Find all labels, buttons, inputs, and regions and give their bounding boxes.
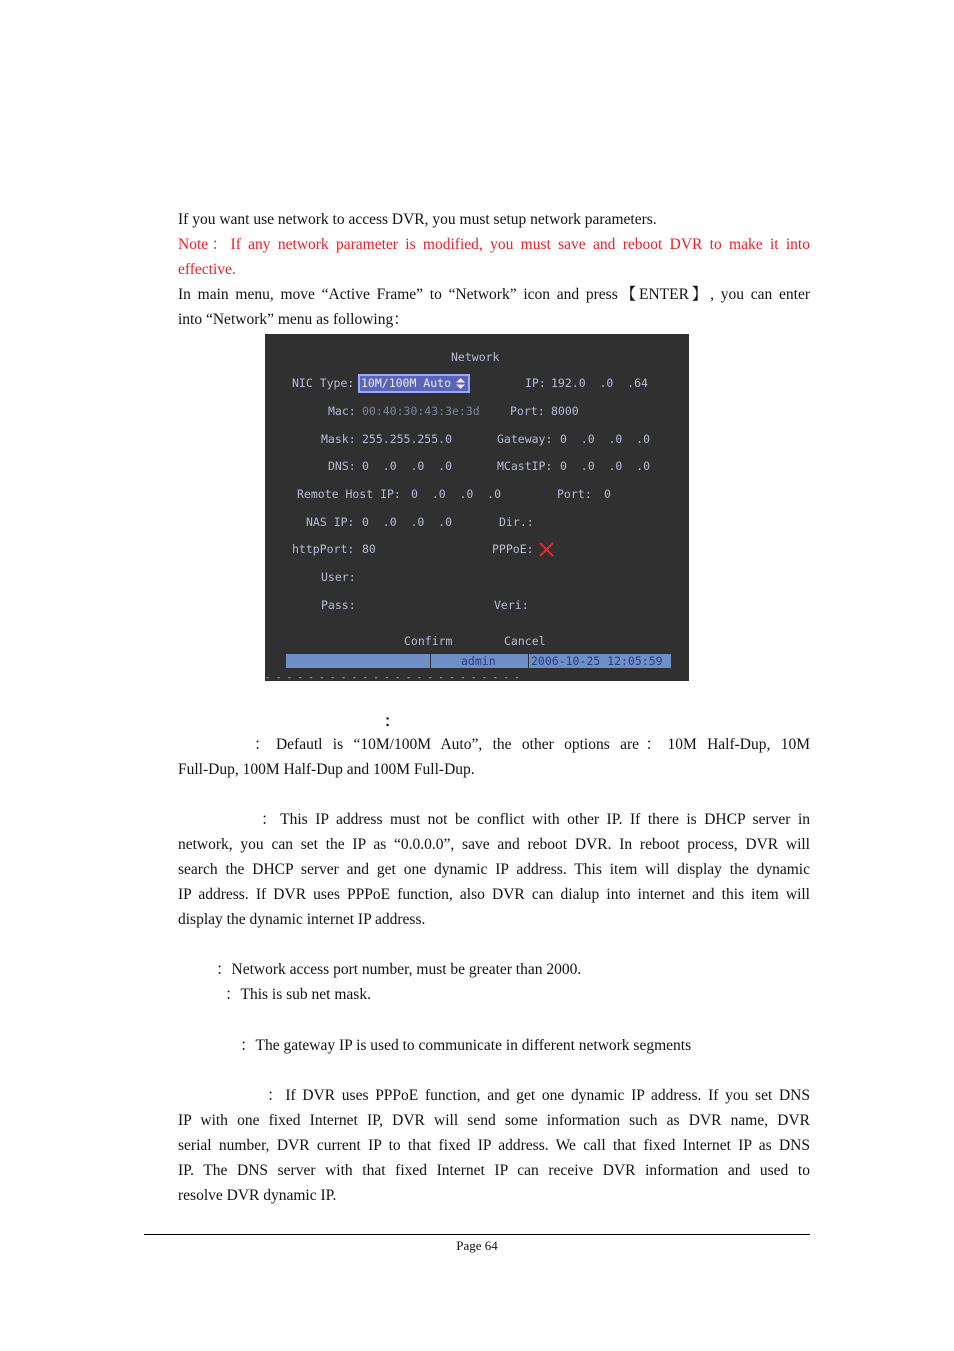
footer-divider [144, 1234, 810, 1235]
status-bar [286, 654, 671, 668]
ip-desc-line-5: display the dynamic internet IP address. [178, 911, 426, 928]
nas-ip-value[interactable]: 0 .0 .0 .0 [362, 515, 453, 529]
dns-value[interactable]: 0 .0 .0 .0 [362, 459, 453, 473]
dns-label: DNS: [328, 459, 356, 473]
remote-port-value[interactable]: 0 [604, 487, 611, 501]
mcastip-label: MCastIP: [497, 459, 553, 473]
ip-desc-line-4: IP address. If DVR uses PPPoE function, also DVR can dialup into internet and this item will [178, 886, 810, 903]
user-label: User: [321, 570, 356, 584]
port-value[interactable]: 8000 [551, 404, 579, 418]
mask-value[interactable]: 255.255.255.0 [362, 432, 453, 446]
dns-desc-line-4: IP. The DNS server with that fixed Internet IP can receive DVR information and used to [178, 1162, 810, 1179]
intro-text: If you want use network to access DVR, you must setup network parameters. [178, 211, 657, 228]
ip-desc-line-2: network, you can set the IP as “0.0.0.0”, save and reboot DVR. In reboot process, DVR will [178, 836, 810, 853]
status-user: admin [461, 654, 496, 668]
cancel-button[interactable]: Cancel [504, 634, 546, 648]
gateway-desc: ：The gateway IP is used to communicate in different network segments [240, 1037, 692, 1054]
dns-desc-line-1: ：If DVR uses PPPoE function, and get one dynamic IP address. If you set DNS [267, 1087, 810, 1104]
ip-desc-line-1: ：This IP address must not be conflict with other IP. If there is DHCP server in [261, 811, 810, 828]
dns-desc-line-3: serial number, DVR current IP to that fixed IP address. We call that fixed Internet IP as DNS [178, 1137, 810, 1154]
ip-desc-line-3: search the DHCP server and get one dynamic IP address. This item will display the dynamic [178, 861, 810, 878]
port-desc: ：Network access port number, must be greater than 2000. [216, 961, 582, 978]
ip-value[interactable]: 192.0 .0 .64 [551, 376, 648, 390]
screen-bottom-edge: - - - - - - - - - - - - - - - - - - - - - - - - [265, 675, 520, 681]
nic-type-value: 10M/100M Auto [361, 376, 452, 390]
ip-label: IP: [525, 376, 546, 390]
mask-desc: ：This is sub net mask. [225, 986, 371, 1003]
note-line-2: effective. [178, 261, 236, 278]
gateway-label: Gateway: [497, 432, 553, 446]
http-port-value[interactable]: 80 [362, 542, 376, 556]
mask-label: Mask: [321, 432, 356, 446]
instruction-line-1: In main menu, move “Active Frame” to “Network” icon and press【ENTER】, you can enter [178, 286, 810, 303]
mcastip-value[interactable]: 0 .0 .0 .0 [560, 459, 651, 473]
menu-title: Network [451, 350, 500, 364]
nic-desc-line-2: Full-Dup, 100M Half-Dup and 100M Full-Dup. [178, 761, 475, 778]
nic-type-select[interactable] [358, 374, 470, 393]
dir-label: Dir.: [499, 515, 534, 529]
dvr-network-menu-screenshot [265, 334, 689, 681]
dns-desc-line-5: resolve DVR dynamic IP. [178, 1187, 337, 1204]
nic-desc-line-1: ：Defautl is “10M/100M Auto”, the other options are：10M Half-Dup, 10M [254, 736, 810, 753]
menu-heading-colon: ： [384, 712, 400, 730]
confirm-button[interactable]: Confirm [404, 634, 453, 648]
page-number: Page 64 [456, 1238, 498, 1253]
note-line-1: Note：If any network parameter is modified, you must save and reboot DVR to make it into [178, 236, 810, 253]
updown-arrows-icon [456, 378, 465, 389]
instruction-line-2: into “Network” menu as following： [178, 311, 409, 328]
pppoe-label: PPPoE: [492, 542, 534, 556]
mac-label: Mac: [328, 404, 356, 418]
remote-host-value[interactable]: 0 .0 .0 .0 [411, 487, 502, 501]
remote-host-label: Remote Host IP: [297, 487, 401, 501]
remote-port-label: Port: [557, 487, 592, 501]
dns-desc-line-2: IP with one fixed Internet IP, DVR will send some information such as DVR name, DVR [178, 1112, 810, 1129]
http-port-label: httpPort: [292, 542, 355, 556]
pppoe-disabled-x-icon[interactable] [538, 542, 555, 557]
nic-type-label: NIC Type: [292, 376, 355, 390]
nas-ip-label: NAS IP: [306, 515, 355, 529]
status-datetime: 2006-10-25 12:05:59 [531, 654, 663, 668]
mac-value: 00:40:30:43:3e:3d [362, 404, 480, 418]
gateway-value[interactable]: 0 .0 .0 .0 [560, 432, 651, 446]
pass-label: Pass: [321, 598, 356, 612]
veri-label: Veri: [494, 598, 529, 612]
port-label: Port: [510, 404, 545, 418]
